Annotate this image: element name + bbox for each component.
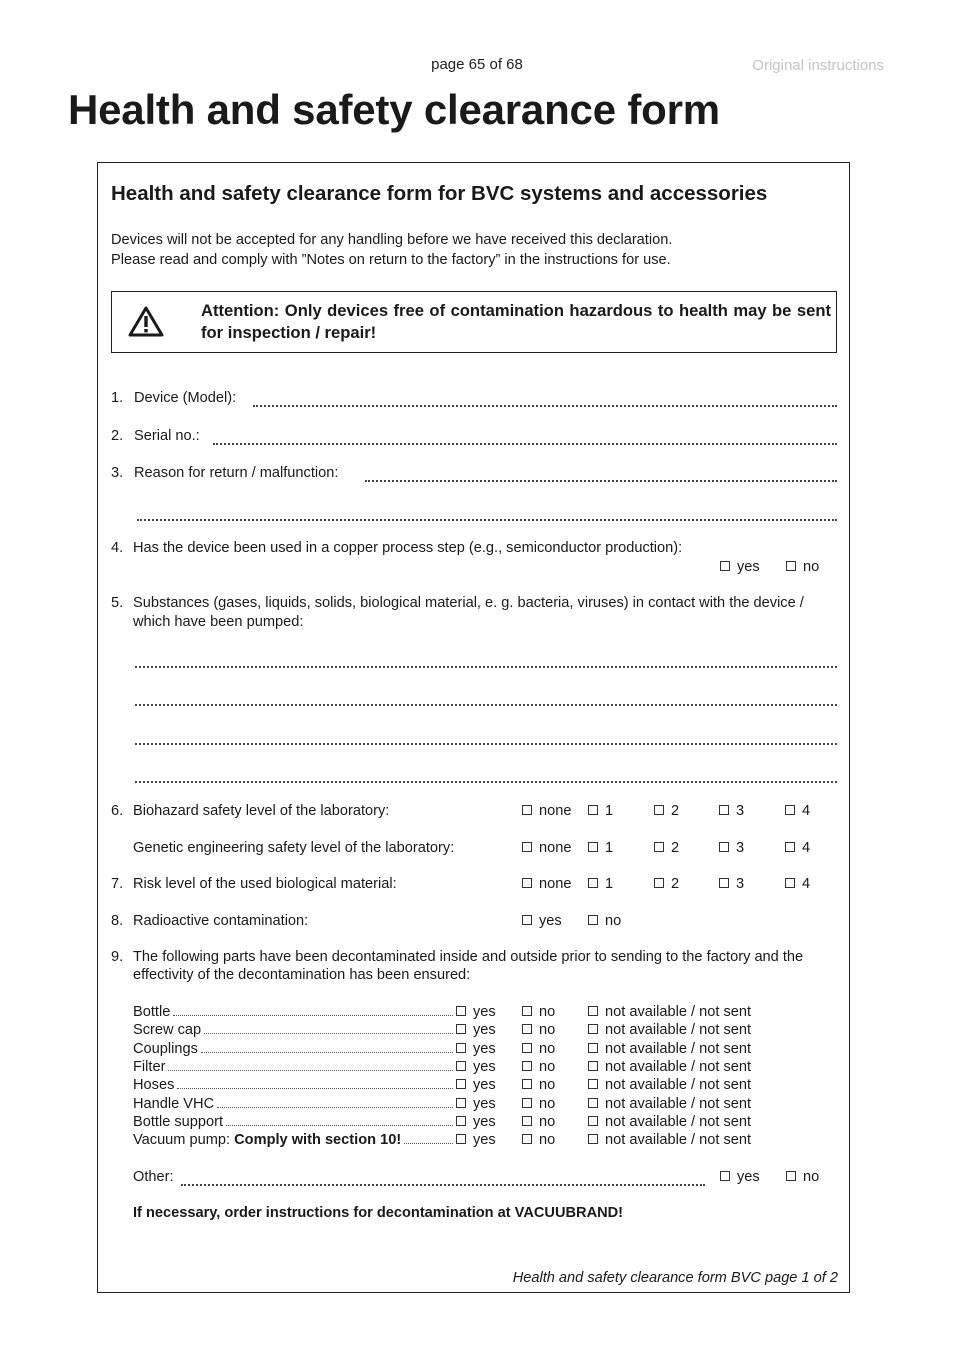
part-na-option[interactable]: not available / not sent: [588, 1114, 751, 1130]
dot-leader: [204, 1033, 453, 1034]
biohazard-3-option[interactable]: 3: [719, 803, 744, 819]
part-na-option[interactable]: not available / not sent: [588, 1077, 751, 1093]
checkbox[interactable]: [785, 878, 795, 888]
part-row: [133, 1022, 455, 1038]
vacuum-pump-na-option[interactable]: not available / not sent: [588, 1132, 751, 1148]
checkbox[interactable]: [719, 842, 729, 852]
risk-2-option[interactable]: 2: [654, 876, 679, 892]
checkbox[interactable]: [588, 842, 598, 852]
substances-field-line-1[interactable]: [135, 652, 837, 668]
checkbox[interactable]: [588, 1061, 598, 1071]
q6-label: Biohazard safety level of the laboratory:: [133, 803, 390, 819]
q4-no-option[interactable]: no: [786, 559, 819, 575]
checkbox[interactable]: [588, 1134, 598, 1144]
q9-line-2: effectivity of the decontamination has been ensured:: [133, 967, 471, 983]
checkbox[interactable]: [456, 1116, 466, 1126]
part-name: Hoses: [133, 1077, 175, 1093]
checkbox[interactable]: [588, 1024, 598, 1034]
part-row: [133, 1077, 455, 1093]
part-yes-option[interactable]: yes: [456, 1041, 496, 1057]
checkbox[interactable]: [654, 842, 664, 852]
q5-line-2: which have been pumped:: [133, 614, 304, 630]
checkbox[interactable]: [522, 878, 532, 888]
other-yes-option[interactable]: yes: [720, 1169, 760, 1185]
genetic-3-option[interactable]: 3: [719, 840, 744, 856]
checkbox[interactable]: [654, 805, 664, 815]
checkbox[interactable]: [522, 1061, 532, 1071]
q2-label: Serial no.:: [134, 428, 200, 444]
q1-label: Device (Model):: [134, 390, 237, 406]
part-no-option[interactable]: no: [522, 1096, 555, 1112]
dot-leader: [201, 1052, 453, 1053]
checkbox[interactable]: [456, 1043, 466, 1053]
genetic-none-option[interactable]: none: [522, 840, 571, 856]
part-yes-option[interactable]: yes: [456, 1059, 496, 1075]
checkbox[interactable]: [522, 1116, 532, 1126]
part-no-option[interactable]: no: [522, 1041, 555, 1057]
checkbox[interactable]: [522, 842, 532, 852]
q1-number: 1.: [111, 390, 124, 406]
part-note: Comply with section 10!: [234, 1132, 402, 1148]
part-row: [133, 1114, 455, 1130]
checkbox[interactable]: [588, 1043, 598, 1053]
part-na-option[interactable]: not available / not sent: [588, 1022, 751, 1038]
part-name: Screw cap: [133, 1022, 202, 1038]
part-name: Bottle: [133, 1004, 171, 1020]
part-no-option[interactable]: no: [522, 1077, 555, 1093]
checkbox[interactable]: [785, 842, 795, 852]
q4-number: 4.: [111, 540, 124, 556]
checkbox[interactable]: [522, 1098, 532, 1108]
q4-yes-option[interactable]: yes: [720, 559, 760, 575]
intro-line-2: Please read and comply with ”Notes on return to the factory” in the instructions for use.: [111, 252, 671, 268]
part-na-option[interactable]: not available / not sent: [588, 1004, 751, 1020]
dot-leader: [226, 1125, 453, 1126]
dot-leader: [217, 1107, 453, 1108]
q7-label: Risk level of the used biological material:: [133, 876, 397, 892]
dot-leader: [168, 1070, 453, 1071]
part-name: Couplings: [133, 1041, 198, 1057]
q9-line-1: The following parts have been decontaminated inside and outside prior to sending to the factory and the: [133, 949, 804, 965]
part-name: Vacuum pump:: [133, 1132, 231, 1148]
checkbox[interactable]: [522, 915, 532, 925]
biohazard-2-option[interactable]: 2: [654, 803, 679, 819]
other-no-option[interactable]: no: [786, 1169, 819, 1185]
checkbox[interactable]: [456, 1098, 466, 1108]
part-row: [133, 1096, 455, 1112]
risk-4-option[interactable]: 4: [785, 876, 810, 892]
vacuum-pump-yes-option[interactable]: yes: [456, 1132, 496, 1148]
checkbox[interactable]: [719, 878, 729, 888]
checkbox[interactable]: [456, 1024, 466, 1034]
checkbox[interactable]: [719, 805, 729, 815]
radioactive-no-option[interactable]: no: [588, 913, 621, 929]
part-row: [133, 1041, 455, 1057]
q6-number: 6.: [111, 803, 124, 819]
part-no-option[interactable]: no: [522, 1022, 555, 1038]
dot-leader: [173, 1015, 453, 1016]
decontamination-note: If necessary, order instructions for decontamination at VACUUBRAND!: [133, 1205, 624, 1221]
checkbox[interactable]: [456, 1134, 466, 1144]
genetic-level-label: Genetic engineering safety level of the laboratory:: [133, 840, 455, 856]
part-no-option[interactable]: no: [522, 1004, 555, 1020]
part-yes-option[interactable]: yes: [456, 1004, 496, 1020]
reason-field-line-2[interactable]: [137, 505, 837, 521]
q8-label: Radioactive contamination:: [133, 913, 309, 929]
checkbox[interactable]: [522, 1024, 532, 1034]
checkbox[interactable]: [588, 805, 598, 815]
genetic-4-option[interactable]: 4: [785, 840, 810, 856]
form-title: Health and safety clearance form for BVC systems and accessories: [111, 182, 768, 205]
other-label: Other:: [133, 1169, 174, 1185]
part-yes-option[interactable]: yes: [456, 1022, 496, 1038]
part-name: Bottle support: [133, 1114, 224, 1130]
q7-number: 7.: [111, 876, 124, 892]
other-field[interactable]: [181, 1170, 705, 1186]
biohazard-4-option[interactable]: 4: [785, 803, 810, 819]
part-name: Handle VHC: [133, 1096, 215, 1112]
dot-leader: [404, 1143, 453, 1144]
checkbox[interactable]: [588, 1006, 598, 1016]
checkbox[interactable]: [588, 1079, 598, 1089]
form-footer: Health and safety clearance form BVC page 1 of 2: [512, 1270, 838, 1286]
checkbox[interactable]: [720, 561, 730, 571]
q8-number: 8.: [111, 913, 124, 929]
checkbox[interactable]: [522, 1006, 532, 1016]
reason-field-line-1[interactable]: [365, 466, 837, 482]
part-no-option[interactable]: no: [522, 1059, 555, 1075]
part-na-option[interactable]: not available / not sent: [588, 1096, 751, 1112]
q3-number: 3.: [111, 465, 124, 481]
q2-number: 2.: [111, 428, 124, 444]
attention-text: Attention: Only devices free of contamination hazardous to health may be sent for inspection / repair!: [201, 301, 831, 342]
checkbox[interactable]: [786, 1171, 796, 1181]
checkbox[interactable]: [522, 1079, 532, 1089]
intro-line-1: Devices will not be accepted for any handling before we have received this declaration.: [111, 232, 673, 248]
checkbox[interactable]: [785, 805, 795, 815]
q3-label: Reason for return / malfunction:: [134, 465, 339, 481]
checkbox[interactable]: [522, 1043, 532, 1053]
checkbox[interactable]: [588, 878, 598, 888]
substances-field-line-4[interactable]: [135, 767, 837, 783]
risk-none-option[interactable]: none: [522, 876, 571, 892]
substances-field-line-2[interactable]: [135, 690, 837, 706]
dot-leader: [177, 1088, 453, 1089]
risk-3-option[interactable]: 3: [719, 876, 744, 892]
warning-icon: [128, 305, 164, 343]
part-na-option[interactable]: not available / not sent: [588, 1041, 751, 1057]
checkbox[interactable]: [522, 1134, 532, 1144]
genetic-1-option[interactable]: 1: [588, 840, 613, 856]
serial-no-field[interactable]: [213, 429, 837, 445]
part-yes-option[interactable]: yes: [456, 1077, 496, 1093]
checkbox[interactable]: [588, 1098, 598, 1108]
attention-box: [111, 291, 837, 353]
checkbox[interactable]: [588, 1116, 598, 1126]
q5-line-1: Substances (gases, liquids, solids, biological material, e. g. bacteria, viruses) in contact with the device /: [133, 595, 804, 611]
part-row-vacuum-pump: [133, 1132, 455, 1148]
vacuum-pump-no-option[interactable]: no: [522, 1132, 555, 1148]
checkbox[interactable]: [456, 1079, 466, 1089]
radioactive-yes-option[interactable]: yes: [522, 913, 562, 929]
part-row: [133, 1059, 455, 1075]
part-yes-option[interactable]: yes: [456, 1096, 496, 1112]
risk-1-option[interactable]: 1: [588, 876, 613, 892]
checkbox[interactable]: [588, 915, 598, 925]
part-yes-option[interactable]: yes: [456, 1114, 496, 1130]
q9-number: 9.: [111, 949, 124, 965]
part-na-option[interactable]: not available / not sent: [588, 1059, 751, 1075]
part-name: Filter: [133, 1059, 166, 1075]
device-model-field[interactable]: [253, 391, 837, 407]
checkbox[interactable]: [522, 805, 532, 815]
checkbox[interactable]: [456, 1061, 466, 1071]
part-row: [133, 1004, 455, 1020]
page-number: page 65 of 68: [431, 56, 523, 73]
q4-label: Has the device been used in a copper process step (e.g., semiconductor production):: [133, 540, 683, 556]
substances-field-line-3[interactable]: [135, 729, 837, 745]
genetic-2-option[interactable]: 2: [654, 840, 679, 856]
biohazard-1-option[interactable]: 1: [588, 803, 613, 819]
biohazard-none-option[interactable]: none: [522, 803, 571, 819]
page-title: Health and safety clearance form: [68, 86, 720, 133]
checkbox[interactable]: [654, 878, 664, 888]
checkbox[interactable]: [720, 1171, 730, 1181]
q5-number: 5.: [111, 595, 124, 611]
part-no-option[interactable]: no: [522, 1114, 555, 1130]
checkbox[interactable]: [456, 1006, 466, 1016]
checkbox[interactable]: [786, 561, 796, 571]
original-instructions-label: Original instructions: [752, 57, 884, 74]
